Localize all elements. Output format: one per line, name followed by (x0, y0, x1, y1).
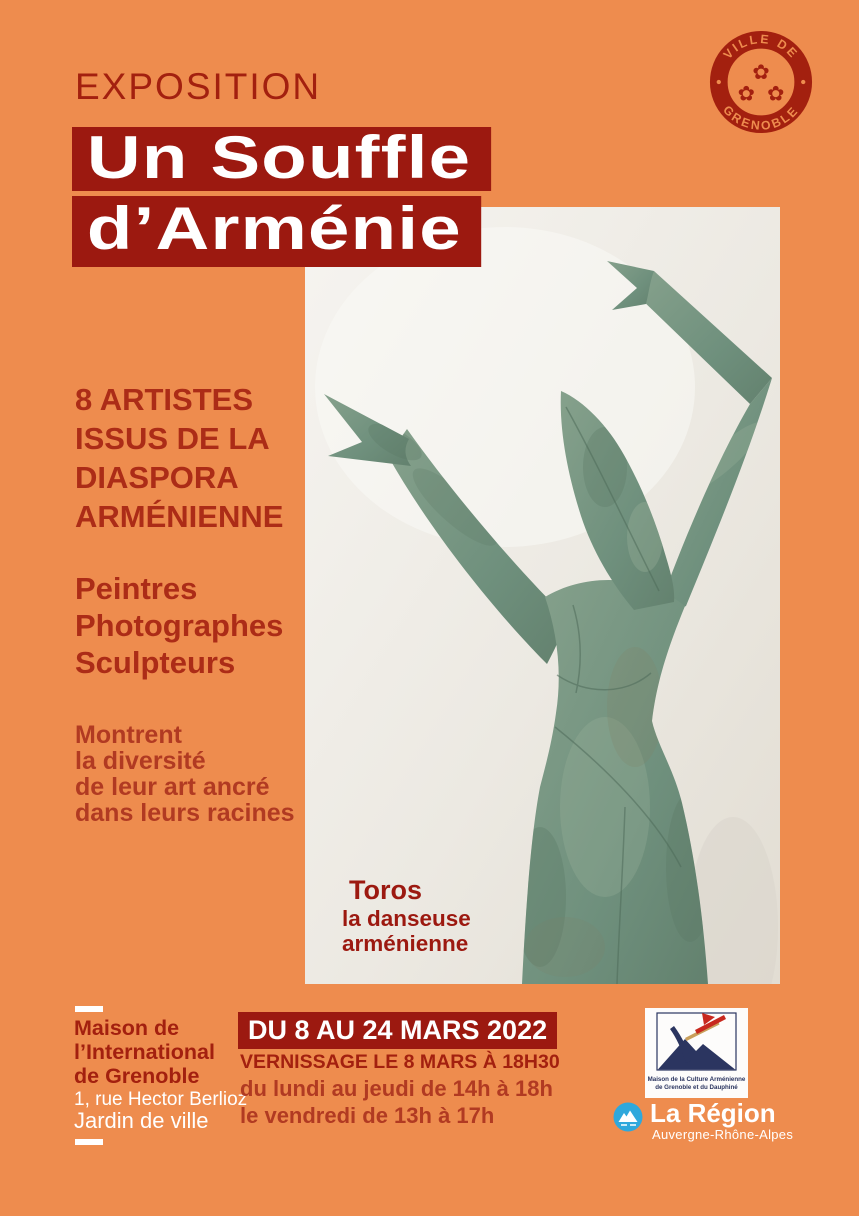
venue-name-line: Maison de (74, 1016, 180, 1040)
statement-line: la diversité (75, 747, 206, 775)
ville-de-grenoble-seal (707, 28, 815, 136)
seal-text-top: VILLE DE (720, 31, 802, 62)
seal-flower-icon: ✿ (752, 60, 770, 85)
kicker-exposition: EXPOSITION (75, 66, 322, 107)
exhibition-dates-banner: DU 8 AU 24 MARS 2022 (238, 1012, 557, 1049)
venue-name-line: l’International (74, 1040, 215, 1064)
artwork-caption-line2: arménienne (342, 931, 469, 956)
region-logo-subtitle: Auvergne-Rhône-Alpes (652, 1127, 794, 1142)
artists-line: ISSUS DE LA (75, 421, 270, 456)
venue-location: Jardin de ville (74, 1108, 209, 1133)
artwork-caption-line1: la danseuse (342, 906, 471, 931)
statement-line: de leur art ancré (75, 773, 270, 801)
seal-flower-icon: ✿ (737, 81, 755, 106)
artists-line: ARMÉNIENNE (75, 499, 284, 534)
opening-hours-line1: du lundi au jeudi de 14h à 18h (240, 1076, 553, 1101)
divider-dash (75, 1006, 103, 1012)
seal-dot-left (717, 80, 721, 84)
sculpture-photo (305, 207, 780, 984)
title-line-2: d’Arménie (72, 196, 482, 267)
mca-mountain-icon (658, 1039, 735, 1069)
discipline-line: Sculpteurs (75, 645, 236, 680)
vernissage-info: VERNISSAGE LE 8 MARS À 18H30 (240, 1051, 560, 1073)
mca-logo-artwork (645, 1008, 748, 1098)
seal-text-bottom: GRENOBLE (720, 102, 802, 133)
discipline-line: Peintres (75, 571, 198, 606)
statement-text (75, 722, 295, 826)
statement-line: dans leurs racines (75, 799, 295, 827)
divider-dash (75, 1139, 103, 1145)
seal-flower-icon: ✿ (767, 81, 785, 106)
discipline-line: Photographes (75, 608, 284, 643)
artists-heading (75, 380, 283, 536)
seal-dot-right (801, 80, 805, 84)
disciplines-list (75, 570, 283, 681)
artists-line: DIASPORA (75, 460, 239, 495)
venue-address: 1, rue Hector Berlioz (74, 1089, 248, 1110)
venue-name (74, 1016, 215, 1088)
artists-line: 8 ARTISTES (75, 382, 253, 417)
mca-logo (645, 1008, 748, 1098)
region-logo-icon (613, 1102, 643, 1132)
mca-name-line1: Maison de la Culture Arménienne (647, 1076, 746, 1083)
dancer-sculpture-illustration (305, 207, 780, 984)
opening-hours-line2: le vendredi de 13h à 17h (240, 1103, 495, 1128)
statement-line: Montrent (75, 721, 182, 749)
title-line-1: Un Souffle (72, 127, 491, 191)
venue-name-line: de Grenoble (74, 1064, 200, 1088)
artwork-caption-title: Toros (349, 875, 422, 905)
region-logo-name: La Région (650, 1098, 776, 1128)
mca-name-line2: de Grenoble et du Dauphiné (655, 1084, 738, 1091)
